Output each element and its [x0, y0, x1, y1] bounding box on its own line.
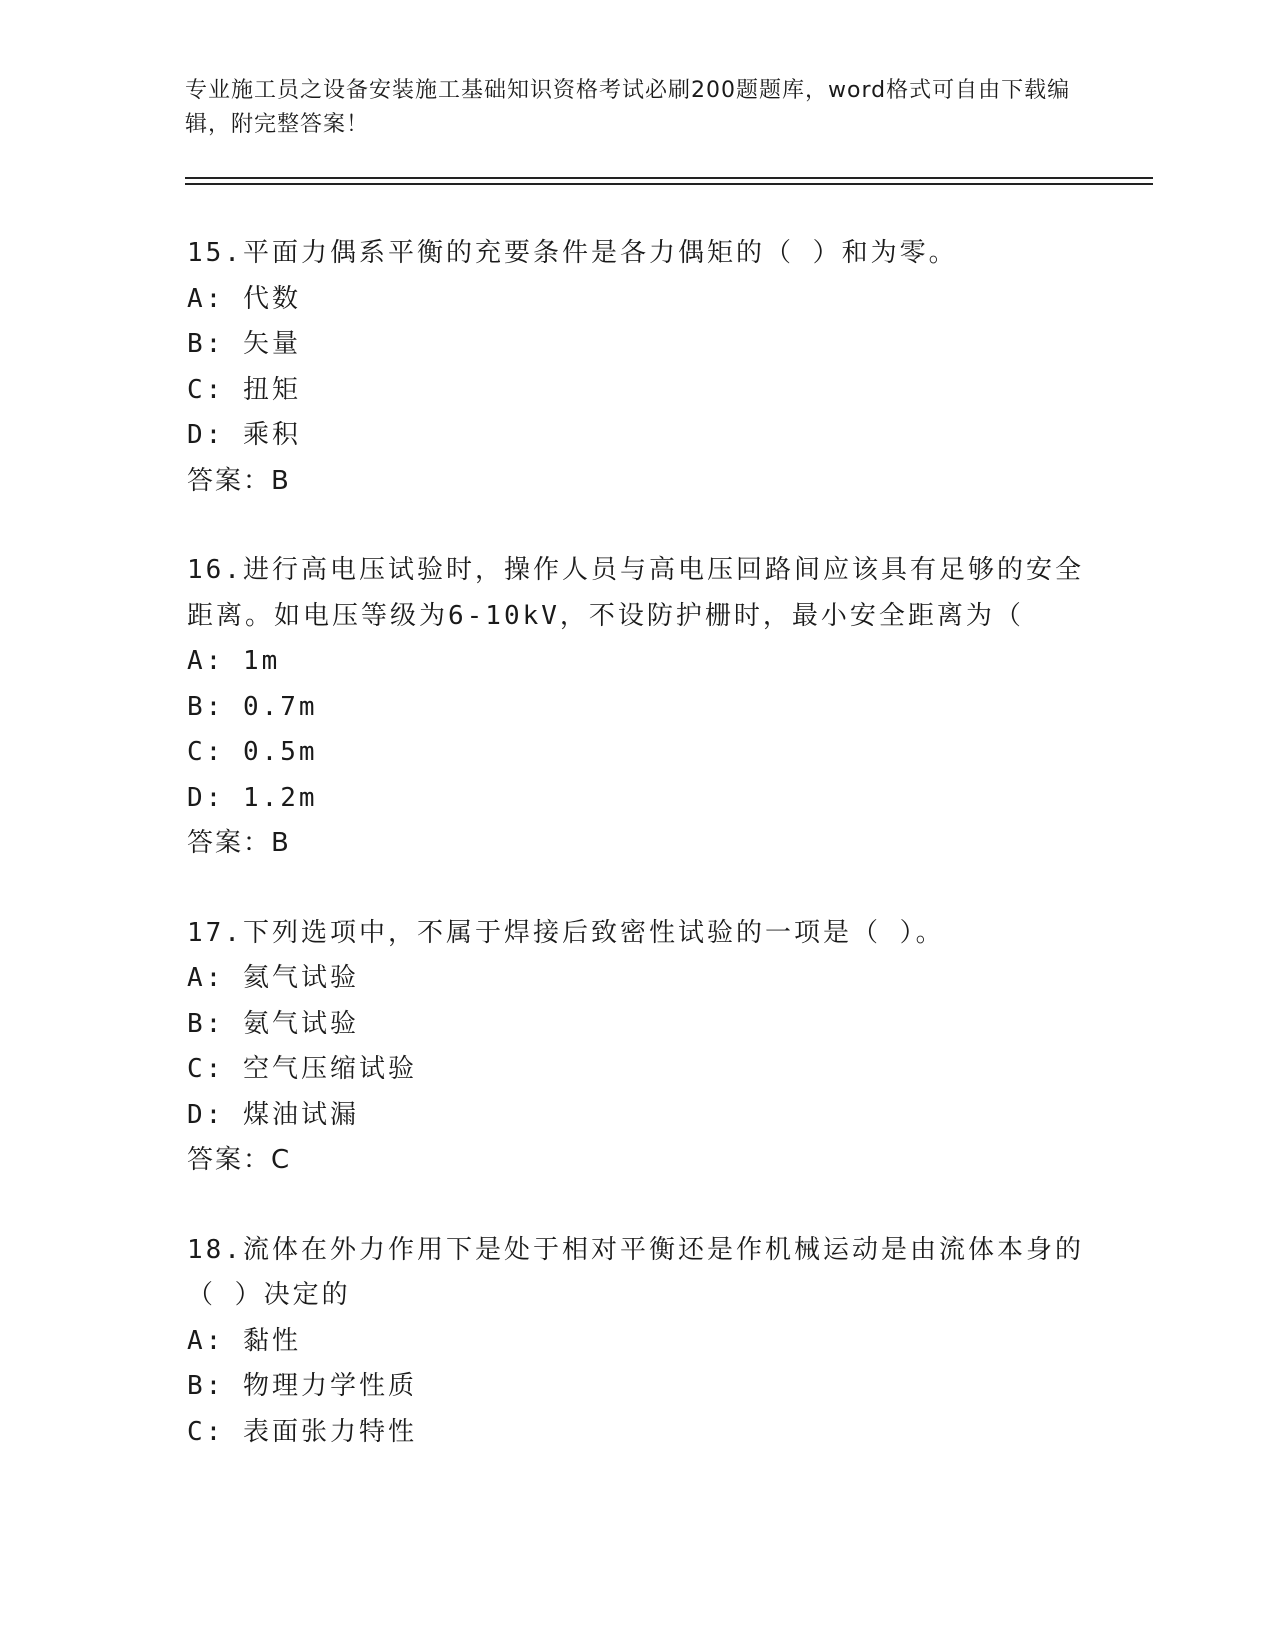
option-d: D: 1.2m [187, 782, 318, 813]
option-c: C: 扭矩 [187, 374, 301, 405]
question-stem: 16.进行高电压试验时，操作人员与高电压回路间应该具有足够的安全距离。如电压等级为6-10kV，不设防护栅时，最小安全距离为（ [187, 555, 1084, 631]
option-b: B: 物理力学性质 [187, 1371, 417, 1401]
header-rule-top [185, 177, 1153, 179]
option-d: D: 煤油试漏 [187, 1099, 359, 1130]
option-a: A: 黏性 [187, 1325, 301, 1356]
option-d: D: 乘积 [187, 420, 301, 450]
question-list [187, 231, 1087, 1499]
option-c: C: 空气压缩试验 [187, 1054, 417, 1084]
option-c: C: 0.5m [187, 737, 318, 767]
option-b: B: 0.7m [187, 691, 318, 722]
option-b: B: 矢量 [187, 329, 301, 359]
document-title: 专业施工员之设备安装施工基础知识资格考试必刷200题题库，word格式可自由下载编辑，附完整答案！ [185, 78, 1071, 137]
answer: 答案：C [187, 1145, 292, 1175]
option-a: A: 1m [187, 646, 281, 676]
option-c: C: 表面张力特性 [187, 1416, 417, 1447]
option-a: A: 代数 [187, 283, 301, 314]
question-18 [187, 1228, 1087, 1456]
answer: 答案：B [187, 828, 291, 858]
option-b: B: 氨气试验 [187, 1008, 359, 1039]
question-15 [187, 231, 1087, 504]
question-17 [187, 911, 1087, 1184]
question-16 [187, 548, 1087, 867]
option-a: A: 氦气试验 [187, 963, 359, 993]
header-rule-bottom [185, 183, 1153, 185]
question-stem: 18.流体在外力作用下是处于相对平衡还是作机械运动是由流体本身的（ ）决定的 [187, 1234, 1084, 1310]
answer: 答案：B [187, 465, 291, 496]
question-stem: 17.下列选项中，不属于焊接后致密性试验的一项是（ ）。 [187, 917, 945, 948]
question-stem: 15.平面力偶系平衡的充要条件是各力偶矩的（ ）和为零。 [187, 238, 958, 268]
